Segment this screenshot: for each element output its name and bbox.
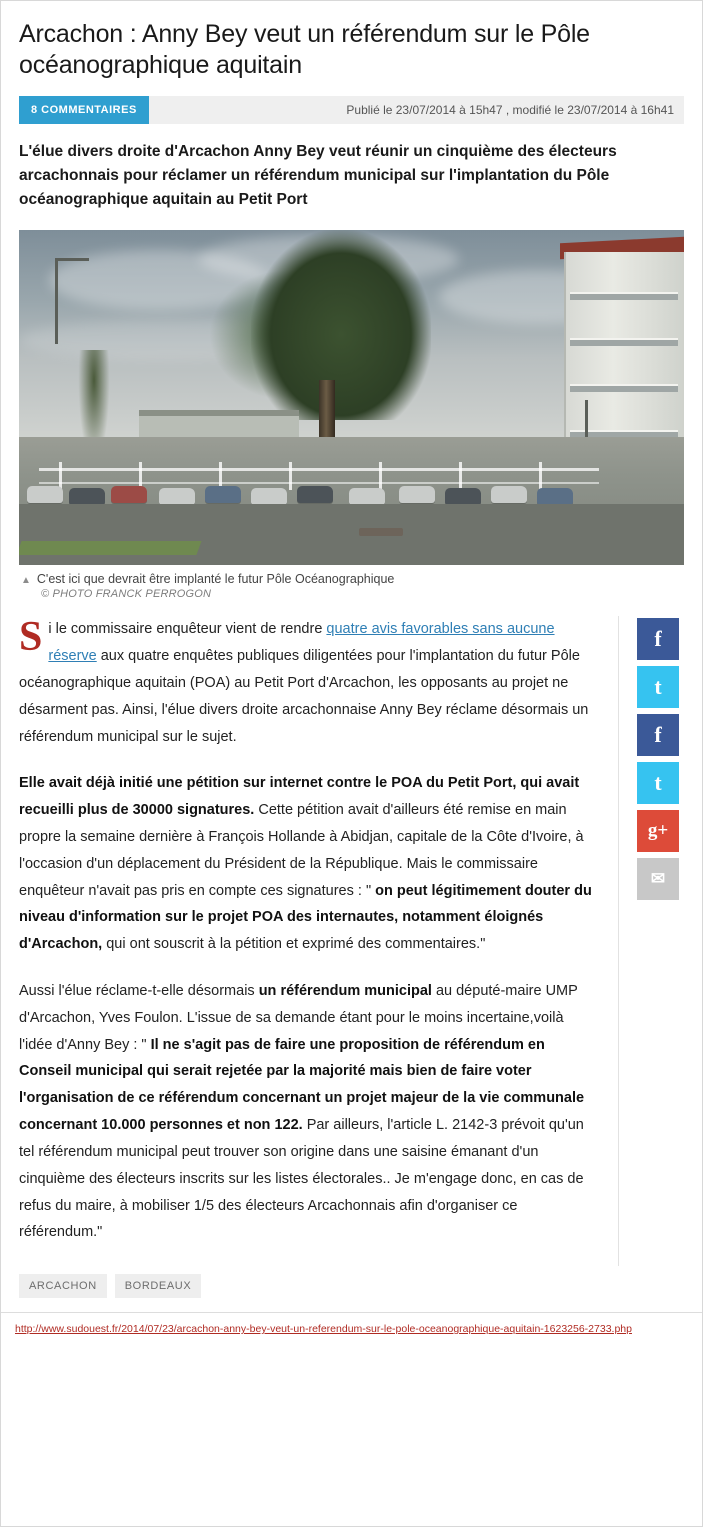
tree-foliage xyxy=(251,230,431,420)
parked-car xyxy=(159,488,195,505)
parked-car xyxy=(27,486,63,503)
twitter-tweet-button[interactable]: t xyxy=(637,762,679,804)
parked-car xyxy=(399,486,435,503)
figure-caption xyxy=(19,565,684,605)
paragraph-2-text-1: Cette pétition avait d'ailleurs été remise en main propre la semaine dernière à François Hollande à Abidjan, capitale de la Côte d'Ivoire, à l'occasion d'un déplacement du Président de la République. Mais le commissaire enquêteur n'avait pas pris en compte ces signatures : " xyxy=(19,802,584,899)
fence-rail xyxy=(39,482,599,484)
status-bar xyxy=(1,1312,702,1345)
paragraph-2 xyxy=(19,770,596,958)
fence-post xyxy=(539,462,542,490)
article-body xyxy=(19,616,619,1266)
article-figure xyxy=(19,230,684,605)
caption-text: C'est ici que devrait être implanté le futur Pôle Océanographique xyxy=(36,571,395,586)
fence-post xyxy=(459,462,462,490)
fence-post xyxy=(59,462,62,490)
share-column xyxy=(619,616,681,1266)
tag-arcachon[interactable]: ARCACHON xyxy=(19,1274,107,1298)
paragraph-1 xyxy=(19,616,596,750)
related-article-link[interactable]: quatre avis favorables sans aucune réserve xyxy=(48,621,555,665)
parked-car xyxy=(445,488,481,505)
parked-car xyxy=(111,486,147,503)
article-body-wrapper xyxy=(19,616,684,1266)
article-meta-row xyxy=(19,96,684,124)
grass-strip xyxy=(19,541,202,555)
paragraph-3-text-1: Aussi l'élue réclame-t-elle désormais xyxy=(19,983,259,1000)
comments-count-badge[interactable]: 8 COMMENTAIRES xyxy=(19,96,149,124)
paragraph-3-bold-1: un référendum municipal xyxy=(258,983,432,1000)
public-bench xyxy=(359,528,403,536)
fence-rail xyxy=(39,468,599,471)
paragraph-2-text-2: qui ont souscrit à la pétition et exprimé des commentaires." xyxy=(102,936,486,953)
paragraph-1-lead: Si le commissaire enquêteur vient de rendre xyxy=(19,614,327,661)
tag-bordeaux[interactable]: BORDEAUX xyxy=(115,1274,202,1298)
paragraph-3-text-2: au député-maire UMP d'Arcachon, Yves Foulon. L'issue de sa demande étant pour le moins incertaine,voilà l'idée d'Anny Bey : " xyxy=(19,983,578,1053)
parked-car xyxy=(251,488,287,505)
paragraph-3 xyxy=(19,978,596,1246)
paragraph-3-bold-2: Il ne s'agit pas de faire une proposition de référendum en Conseil municipal qui serait rejetée par la majorité mais bien de faire voter l'organisation de ce référendum concernant un projet majeur de la vie communale concernant 10.000 personnes et non 122. xyxy=(19,1036,585,1134)
article-photo xyxy=(19,230,684,565)
parked-car xyxy=(537,488,573,505)
parked-car xyxy=(69,488,105,505)
article-container xyxy=(1,1,702,1266)
facebook-share-button[interactable]: f xyxy=(637,618,679,660)
parked-car xyxy=(297,486,333,503)
parked-car xyxy=(349,488,385,505)
caption-marker-icon: ▲ xyxy=(21,574,31,586)
road-surface xyxy=(19,504,684,564)
paragraph-2-bold-2: on peut légitimement douter du niveau d'information sur le projet POA des internautes, notamment éloignés d'Arcachon, xyxy=(19,882,592,953)
email-share-button[interactable]: ✉ xyxy=(637,858,679,900)
street-lamp-arm xyxy=(55,258,89,261)
parked-car xyxy=(205,486,241,503)
fence-post xyxy=(379,462,382,490)
parked-car xyxy=(491,486,527,503)
page-title: Arcachon : Anny Bey veut un référendum sur le Pôle océanographique aquitain xyxy=(19,20,590,80)
photo-credit: © PHOTO FRANCK PERROGON xyxy=(41,588,212,601)
googleplus-share-button[interactable]: g+ xyxy=(637,810,679,852)
twitter-share-button[interactable]: t xyxy=(637,666,679,708)
status-bar-url[interactable]: http://www.sudouest.fr/2014/07/23/arcachon-anny-bey-veut-un-referendum-sur-le-pole-oceanographique-aquitain-1623256-2733.php xyxy=(15,1323,632,1336)
tag-list xyxy=(1,1266,702,1298)
facebook-like-button[interactable]: f xyxy=(637,714,679,756)
publication-date: Publié le 23/07/2014 à 15h47 , modifié le 23/07/2014 à 16h41 xyxy=(149,96,684,124)
fence-post xyxy=(289,462,292,490)
paragraph-2-bold-1: Elle avait déjà initié une pétition sur internet contre le POA du Petit Port, qui avait recueilli plus de 30000 signatures. xyxy=(19,775,580,819)
article-standfirst: L'élue divers droite d'Arcachon Anny Bey veut réunir un cinquième des électeurs arcachonnais pour réclamer un référendum municipal sur l'implantation du Pôle océanographique aquitain au Petit Port xyxy=(19,142,617,208)
paragraph-3-text-3: Par ailleurs, l'article L. 2142-3 prévoit qu'un tel référendum municipal peut trouver son origine dans une saisine émanant d'un cinquième des électeurs inscrits sur les listes électorales.. Je m'engage donc, en cas de refus du maire, à mobiliser 1/5 des électeurs Arcachonnais afin d'organiser ce référendum." xyxy=(19,1117,584,1241)
paragraph-1-tail: aux quatre enquêtes publiques diligentées pour l'implantation du futur Pôle océanographique aquitain (POA) au Petit Port d'Arcachon, les opposants au projet ne désarment pas. Ainsi, l'élue divers droite arcachonnaise Anny Bey réclame désormais un référendum municipal sur le sujet. xyxy=(19,648,589,745)
street-lamp xyxy=(55,258,58,344)
